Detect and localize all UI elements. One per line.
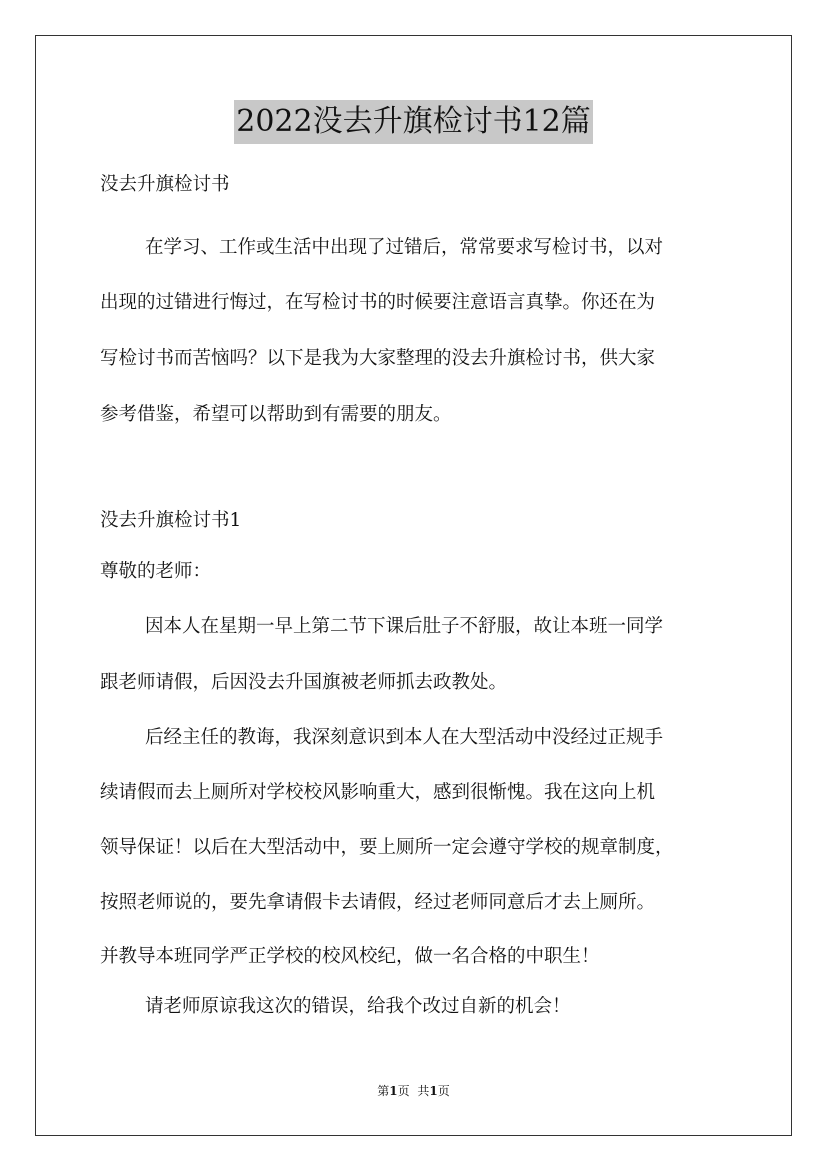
paragraph-line: 并教导本班同学严正学校的校风校纪，做一名合格的中职生！ xyxy=(100,946,600,967)
total-suffix: 页 xyxy=(437,1084,450,1098)
page-prefix: 第 xyxy=(377,1084,390,1098)
paragraph-line: 续请假而去上厕所对学校校风影响重大，感到很惭愧。我在这向上机 xyxy=(100,782,656,803)
intro-line: 参考借鉴，希望可以帮助到有需要的朋友。 xyxy=(100,404,452,425)
intro-line: 出现的过错进行悔过，在写检讨书的时候要注意语言真挚。你还在为 xyxy=(100,292,656,313)
paragraph-line: 按照老师说的，要先拿请假卡去请假，经过老师同意后才去上厕所。 xyxy=(100,892,656,913)
title-container xyxy=(0,100,827,144)
page-suffix: 页 xyxy=(397,1084,410,1098)
paragraph-line: 跟老师请假，后因没去升国旗被老师抓去政教处。 xyxy=(100,672,508,693)
document-title: 2022没去升旗检讨书12篇 xyxy=(234,100,593,144)
paragraph-line: 后经主任的教诲，我深刻意识到本人在大型活动中没经过正规手 xyxy=(145,727,664,748)
section-heading: 没去升旗检讨书1 xyxy=(100,510,242,531)
intro-heading: 没去升旗检讨书 xyxy=(100,174,230,195)
page-footer xyxy=(0,1083,827,1099)
paragraph-line: 领导保证！以后在大型活动中，要上厕所一定会遵守学校的规章制度， xyxy=(100,837,674,858)
intro-line: 写检讨书而苦恼吗？以下是我为大家整理的没去升旗检讨书，供大家 xyxy=(100,348,656,369)
paragraph-line: 因本人在星期一早上第二节下课后肚子不舒服，故让本班一同学 xyxy=(145,616,664,637)
salutation: 尊敬的老师： xyxy=(100,561,212,582)
total-prefix: 共 xyxy=(417,1084,430,1098)
total-pages: 1 xyxy=(429,1084,438,1098)
page-border xyxy=(35,35,792,1136)
intro-line: 在学习、工作或生活中出现了过错后，常常要求写检讨书，以对 xyxy=(145,237,664,258)
paragraph-line: 请老师原谅我这次的错误，给我个改过自新的机会！ xyxy=(145,996,571,1017)
page-number: 1 xyxy=(389,1084,398,1098)
